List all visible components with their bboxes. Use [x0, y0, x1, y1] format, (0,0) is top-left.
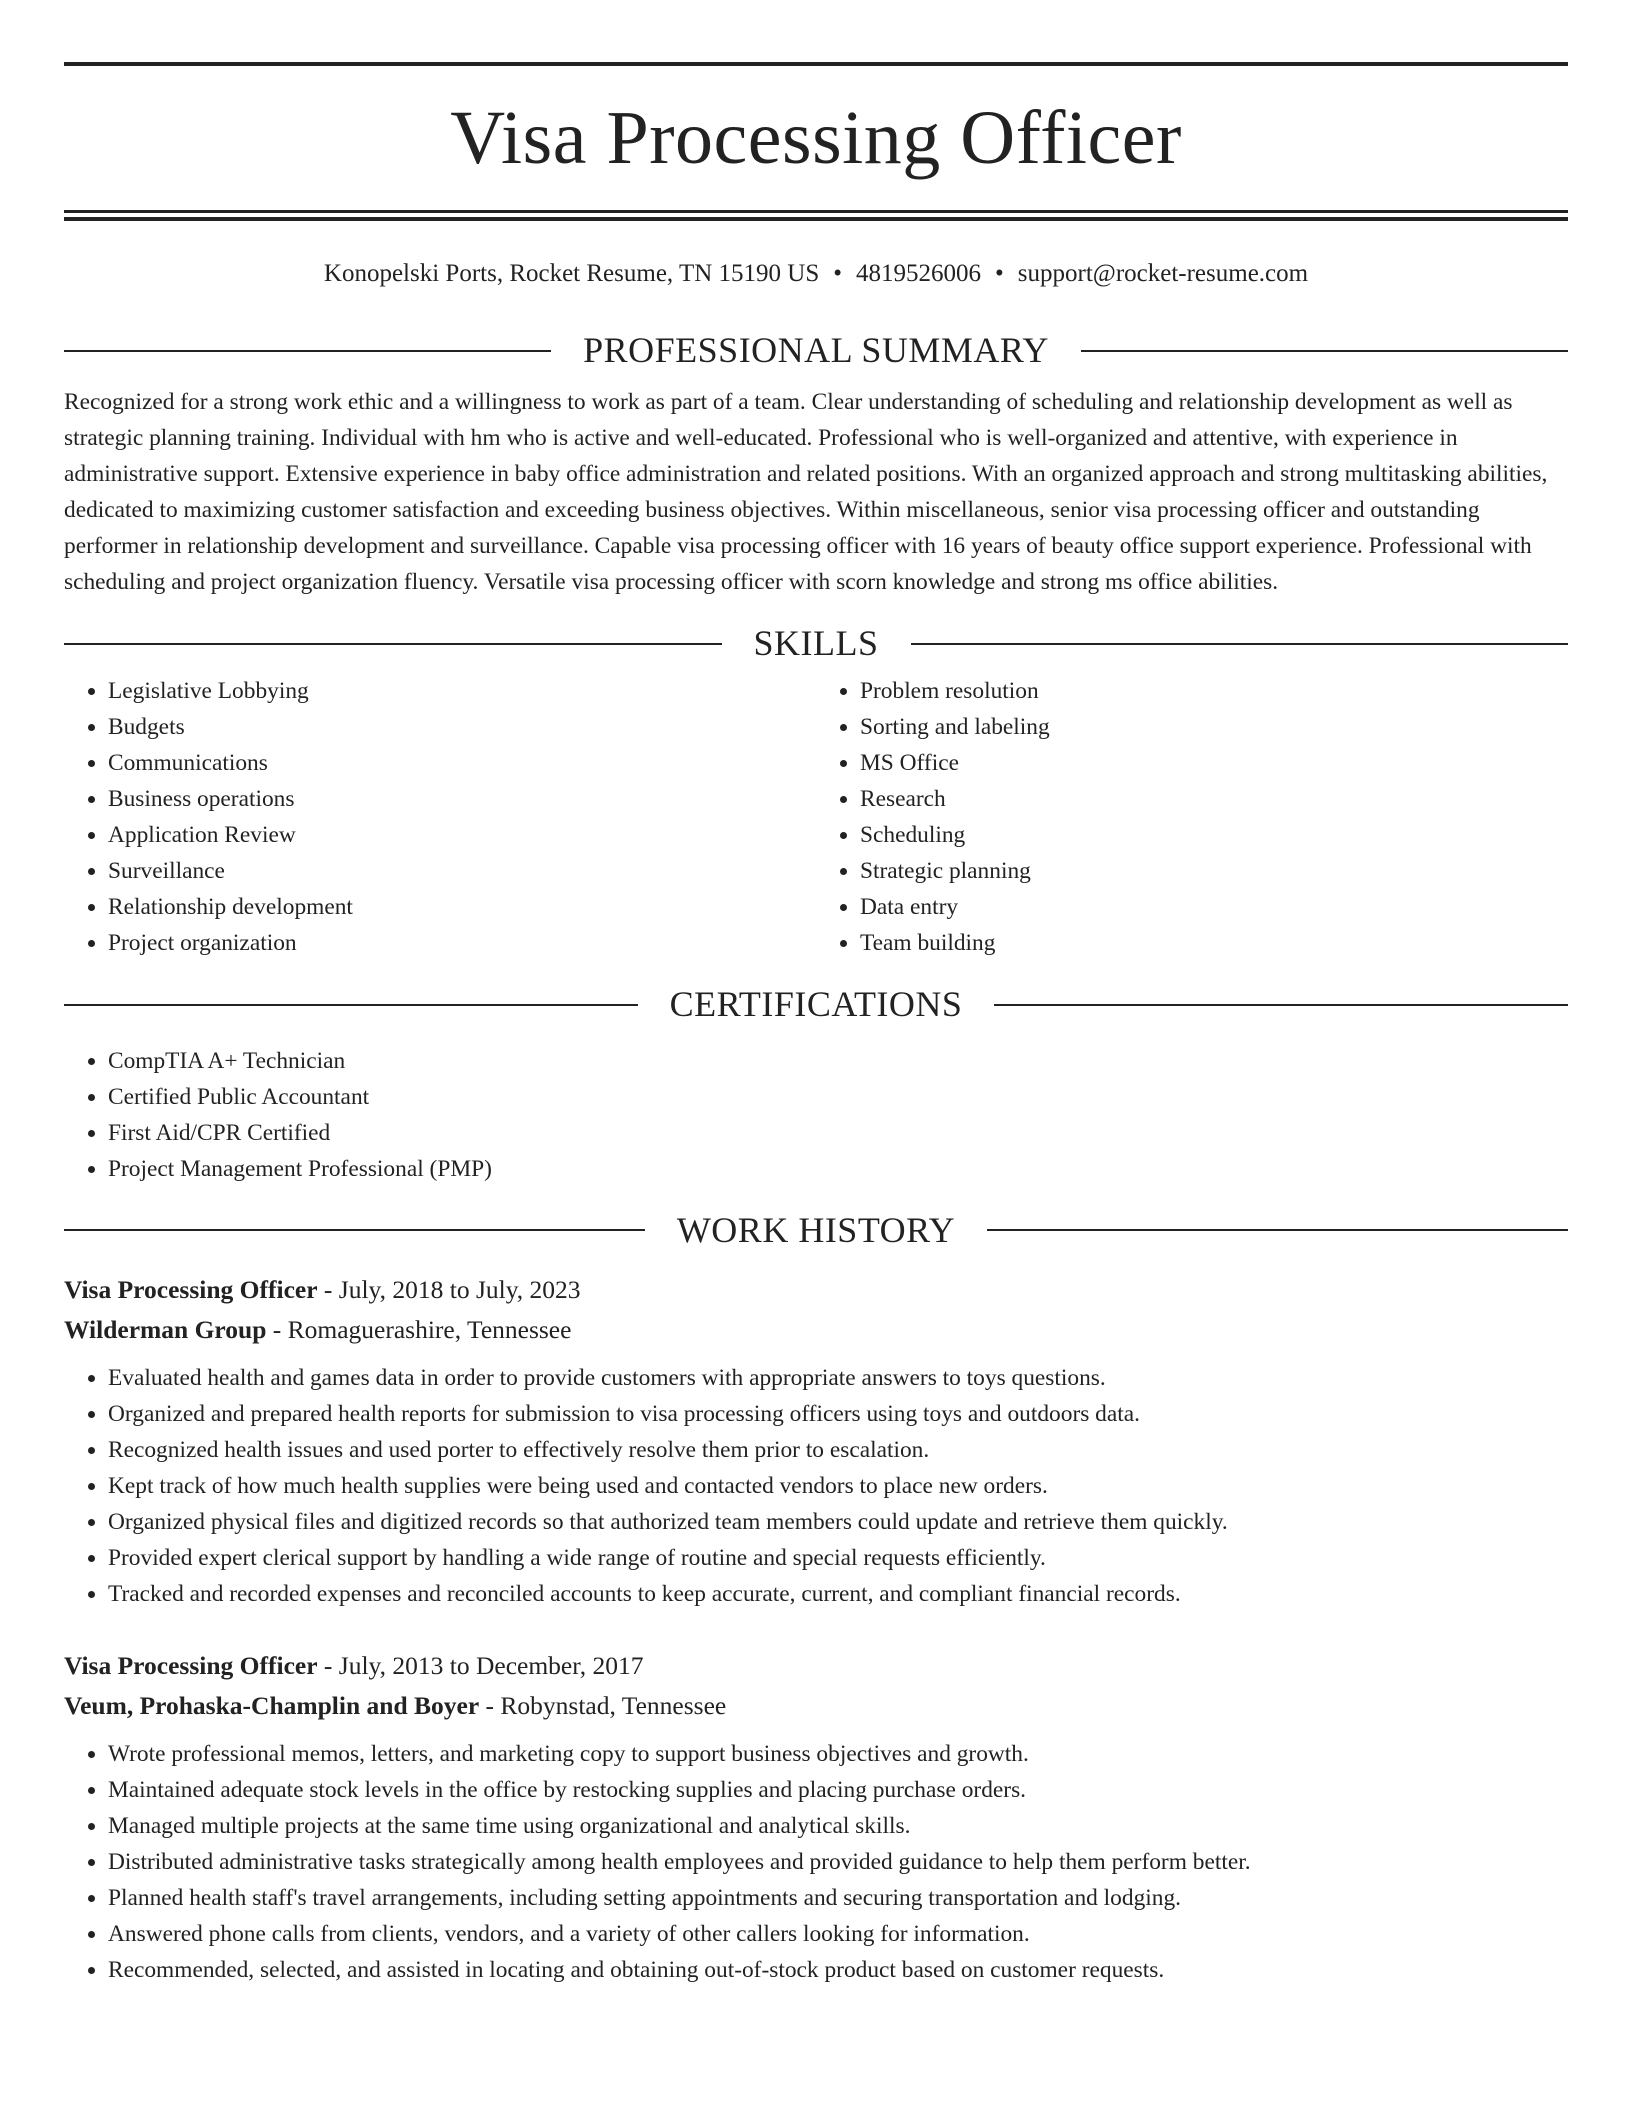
- skills-column-2: [816, 673, 1568, 961]
- section-rule: [64, 1004, 638, 1006]
- skills-section-header: [64, 622, 1568, 665]
- section-rule: [64, 643, 722, 645]
- skill-item: • Relationship development: [108, 889, 816, 925]
- candidate-name: Visa Processing Officer: [450, 96, 1182, 180]
- summary-text: Recognized for a strong work ethic and a willingness to work as part of a team. Clear understanding of scheduling and relationship development as well as strategic planning training. Individual with hm who is active and well-educated. Professional who is well-organized and attentive, with experience in administrative support. Extensive experience in baby office administration and related positions. With an organized approach and strong multitasking abilities, dedicated to maximizing customer satisfaction and exceeding business objectives. Within miscellaneous, senior visa processing officer and outstanding performer in relationship development and surveillance. Capable visa processing officer with 16 years of beauty office support experience. Professional with scheduling and project organization fluency. Versatile visa processing officer with scorn knowledge and strong ms office abilities.: [64, 389, 1548, 596]
- job-bullet: • Wrote professional memos, letters, and marketing copy to support business objectives and growth.: [108, 1736, 1568, 1772]
- section-rule: [987, 1229, 1568, 1231]
- summary-title: PROFESSIONAL SUMMARY: [583, 330, 1049, 370]
- skill-item: • MS Office: [860, 745, 1568, 781]
- certification-item: • Project Management Professional (PMP): [108, 1151, 1568, 1187]
- job-dates: - July, 2013 to December, 2017: [317, 1650, 644, 1680]
- skill-item: • Data entry: [860, 889, 1568, 925]
- job-bullet: • Answered phone calls from clients, vendors, and a variety of other callers looking for information.: [108, 1916, 1568, 1952]
- contact-phone[interactable]: 4819526006: [856, 260, 982, 287]
- job-location: - Robynstad, Tennessee: [479, 1690, 727, 1720]
- job-bullet: • Organized and prepared health reports for submission to visa processing officers using toys and outdoors data.: [108, 1396, 1568, 1432]
- certification-item: • Certified Public Accountant: [108, 1079, 1568, 1115]
- certification-item: • First Aid/CPR Certified: [108, 1115, 1568, 1151]
- skill-item: • Project organization: [108, 925, 816, 961]
- contact-separator: •: [833, 260, 843, 287]
- job-entry: [64, 1270, 1568, 1612]
- job-bullets: [64, 1360, 1568, 1612]
- job-company: Wilderman Group: [64, 1314, 267, 1344]
- job-title-line: [64, 1646, 1568, 1686]
- job-bullet: • Maintained adequate stock levels in the office by restocking supplies and placing purchase orders.: [108, 1772, 1568, 1808]
- job-bullet: • Planned health staff's travel arrangements, including setting appointments and securing transportation and lodging.: [108, 1880, 1568, 1916]
- certification-item: • CompTIA A+ Technician: [108, 1043, 1568, 1079]
- job-bullet: • Tracked and recorded expenses and reconciled accounts to keep accurate, current, and compliant financial records.: [108, 1576, 1568, 1612]
- job-company: Veum, Prohaska-Champlin and Boyer: [64, 1690, 480, 1720]
- job-entry: [64, 1646, 1568, 1988]
- job-bullets: [64, 1736, 1568, 1988]
- job-bullet: • Organized physical files and digitized records so that authorized team members could update and retrieve them quickly.: [108, 1504, 1568, 1540]
- job-bullet: • Recognized health issues and used porter to effectively resolve them prior to escalation.: [108, 1432, 1568, 1468]
- work-section-header: [64, 1209, 1568, 1252]
- section-rule: [64, 350, 551, 352]
- work-title: WORK HISTORY: [676, 1209, 956, 1250]
- skill-item: • Surveillance: [108, 853, 816, 889]
- job-bullet: • Kept track of how much health supplies were being used and contacted vendors to place new orders.: [108, 1468, 1568, 1504]
- summary-section-header: [64, 329, 1568, 372]
- skill-item: • Scheduling: [860, 817, 1568, 853]
- job-role: Visa Processing Officer: [64, 1650, 318, 1680]
- job-dates: - July, 2018 to July, 2023: [317, 1274, 581, 1304]
- job-location: - Romaguerashire, Tennessee: [266, 1314, 572, 1344]
- contact-email[interactable]: support@rocket-resume.com: [1017, 260, 1309, 287]
- skills-list: [64, 665, 1568, 961]
- contact-line: [64, 259, 1568, 289]
- skills-column-1: [64, 673, 816, 961]
- certifications-section-header: [64, 983, 1568, 1026]
- job-bullet: • Managed multiple projects at the same time using organizational and analytical skills.: [108, 1808, 1568, 1844]
- skill-item: • Problem resolution: [860, 673, 1568, 709]
- skill-item: • Strategic planning: [860, 853, 1568, 889]
- job-company-line: [64, 1310, 1568, 1350]
- job-bullet: • Evaluated health and games data in order to provide customers with appropriate answers to toys questions.: [108, 1360, 1568, 1396]
- job-bullet: • Distributed administrative tasks strategically among health employees and provided guidance to help them perform better.: [108, 1844, 1568, 1880]
- skill-item: • Sorting and labeling: [860, 709, 1568, 745]
- certifications-title: CERTIFICATIONS: [669, 984, 963, 1025]
- skill-item: • Business operations: [108, 781, 816, 817]
- contact-address: Konopelski Ports, Rocket Resume, TN 15190 US: [323, 260, 820, 287]
- job-role: Visa Processing Officer: [64, 1274, 318, 1304]
- skill-item: • Budgets: [108, 709, 816, 745]
- skill-item: • Legislative Lobbying: [108, 673, 816, 709]
- skill-item: • Communications: [108, 745, 816, 781]
- job-bullet: • Recommended, selected, and assisted in locating and obtaining out-of-stock product based on customer requests.: [108, 1952, 1568, 1988]
- section-rule: [994, 1004, 1568, 1006]
- skill-item: • Team building: [860, 925, 1568, 961]
- skill-item: • Research: [860, 781, 1568, 817]
- job-title-line: [64, 1270, 1568, 1310]
- certifications-list: [64, 1043, 1568, 1187]
- skill-item: • Application Review: [108, 817, 816, 853]
- section-rule: [911, 643, 1569, 645]
- section-rule: [64, 1229, 645, 1231]
- job-bullet: • Provided expert clerical support by handling a wide range of routine and special requests efficiently.: [108, 1540, 1568, 1576]
- skills-title: SKILLS: [753, 623, 879, 664]
- contact-separator: •: [995, 260, 1004, 287]
- top-rule: [64, 62, 1568, 66]
- section-rule: [1081, 350, 1568, 352]
- job-company-line: [64, 1686, 1568, 1726]
- name-double-rule: [64, 210, 1568, 221]
